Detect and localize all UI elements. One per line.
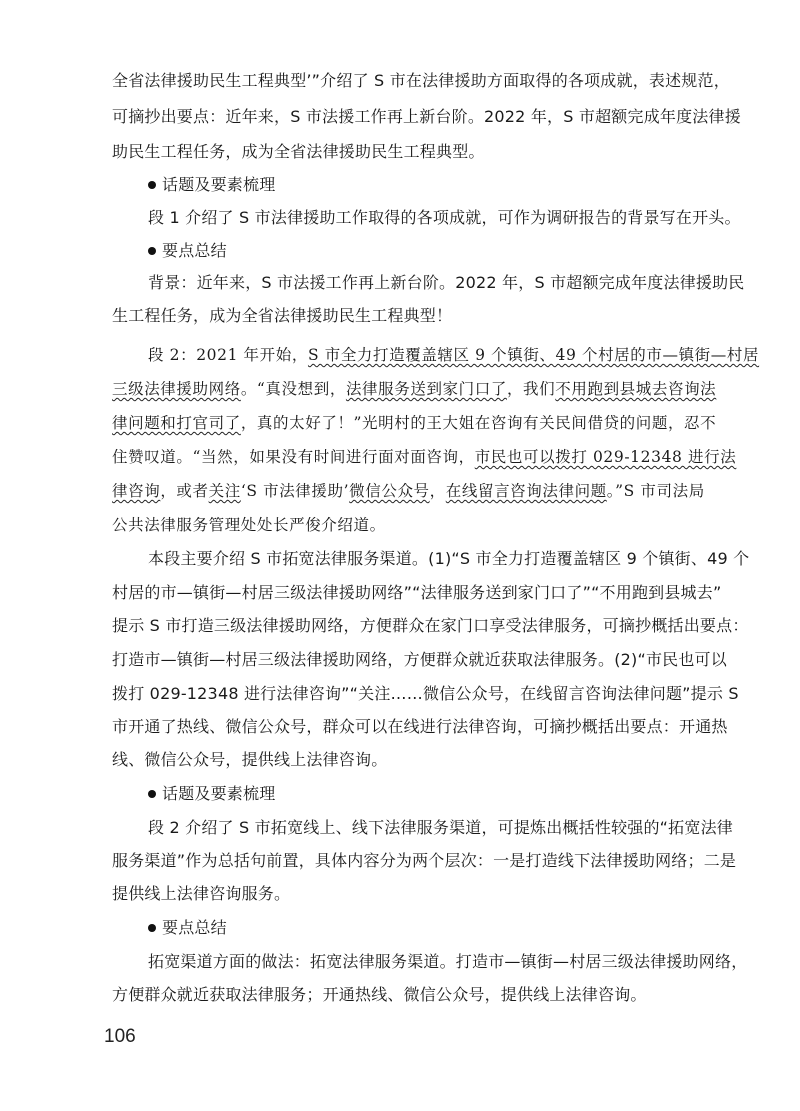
text-line: 线、微信公众号，提供线上法律咨询。: [112, 750, 388, 769]
underlined-text: 律问题和打官司了: [112, 414, 241, 432]
quoted-paragraph-line: [112, 481, 705, 501]
text-line: 助民生工程任务，成为全省法律援助民生工程典型。: [112, 142, 485, 161]
text-line: 服务渠道”作为总括句前置，具体内容分为两个层次：一是打造线下法律援助网络；二是: [112, 851, 737, 870]
bullet-icon: [148, 247, 156, 255]
text-line: 村居的市—镇街—村居三级法律援助网络”“法律服务送到家门口了”“不用跑到县城去”: [112, 583, 722, 602]
text-line: 全省法律援助民生工程典型’”介绍了 S 市在法律援助方面取得的各项成就，表述规范，: [112, 71, 730, 90]
section-heading: 话题及要素梳理: [148, 784, 738, 804]
bullet-icon: [148, 790, 156, 798]
quote-text: ，真的太好了！”光明村的王大姐在咨询有关民间借贷的问题，忍不: [240, 414, 717, 432]
quote-text: 。”S 市司法局: [606, 482, 705, 500]
bullet-icon: [148, 181, 156, 189]
quoted-paragraph-line: [112, 413, 717, 433]
text-line: 本段主要介绍 S 市拓宽法律服务渠道。(1)“S 市全力打造覆盖辖区 9 个镇街、49 个: [148, 549, 750, 568]
underlined-text: S 市全力打造覆盖辖区 9 个镇街、49 个村居的市—镇街—村居: [307, 346, 760, 364]
page-number: 106: [104, 1026, 136, 1047]
underlined-text: 律咨询: [112, 482, 161, 500]
quote-text: 。“真没想到，: [240, 380, 346, 398]
underlined-text: 关注: [208, 482, 241, 500]
text-line: 段 1 介绍了 S 市法律援助工作取得的各项成就，可作为调研报告的背景写在开头。: [148, 208, 741, 227]
bullet-icon: [148, 924, 156, 932]
underlined-text: 在线留言咨询法律问题: [445, 482, 607, 500]
underlined-text: 微信公众号: [349, 482, 430, 500]
quote-text: 段 2：2021 年开始，: [148, 346, 308, 364]
text-line: 拨打 029-12348 进行法律咨询”“关注……微信公众号，在线留言咨询法律问题”提示 S: [112, 684, 739, 703]
underlined-text: 法律服务送到家门口了: [345, 380, 507, 398]
text-line: 方便群众就近获取法律服务；开通热线、微信公众号，提供线上法律咨询。: [112, 985, 647, 1004]
section-heading: 要点总结: [148, 241, 738, 261]
text-line: 市开通了热线、微信公众号，群众可以在线进行法律咨询，可摘抄概括出要点：开通热: [112, 717, 728, 736]
quote-text: ，或者: [160, 482, 209, 500]
quote-text: 住赞叹道。“当然，如果没有时间进行面对面咨询，: [112, 448, 475, 466]
quoted-paragraph-line: [148, 345, 760, 365]
underlined-text: 三级法律援助网络: [112, 380, 241, 398]
underlined-text: 不用跑到县城去咨询法: [555, 380, 717, 398]
text-line: 拓宽渠道方面的做法：拓宽法律服务渠道。打造市—镇街—村居三级法律援助网络，: [148, 952, 748, 971]
underlined-text: 市民也可以拨打 029-12348 进行法: [474, 448, 737, 466]
text-line: 可摘抄出要点：近年来，S 市法援工作再上新台阶。2022 年，S 市超额完成年度法律援: [112, 107, 741, 126]
quote-text: ‘S 市法律援助’: [240, 482, 350, 500]
quote-text: 公共法律服务管理处处长严俊介绍道。: [112, 516, 386, 534]
section-heading: 要点总结: [148, 918, 738, 938]
quoted-paragraph-line: [112, 515, 702, 535]
section-heading: 话题及要素梳理: [148, 175, 738, 195]
text-line: 生工程任务，成为全省法律援助民生工程典型！: [112, 306, 453, 325]
text-line: 提供线上法律咨询服务。: [112, 884, 291, 903]
text-line: 背景：近年来，S 市法援工作再上新台阶。2022 年，S 市超额完成年度法律援助民: [148, 273, 745, 292]
quoted-paragraph-line: [112, 447, 737, 467]
text-line: 段 2 介绍了 S 市拓宽线上、线下法律服务渠道，可提炼出概括性较强的“拓宽法律: [148, 818, 733, 837]
text-line: 打造市—镇街—村居三级法律援助网络，方便群众就近获取法律服务。(2)“市民也可以: [112, 650, 727, 669]
quote-text: ，: [429, 482, 446, 500]
quote-text: ，我们: [506, 380, 556, 398]
text-line: 提示 S 市打造三级法律援助网络，方便群众在家门口享受法律服务，可摘抄概括出要点：: [112, 616, 749, 635]
quoted-paragraph-line: [112, 379, 717, 399]
